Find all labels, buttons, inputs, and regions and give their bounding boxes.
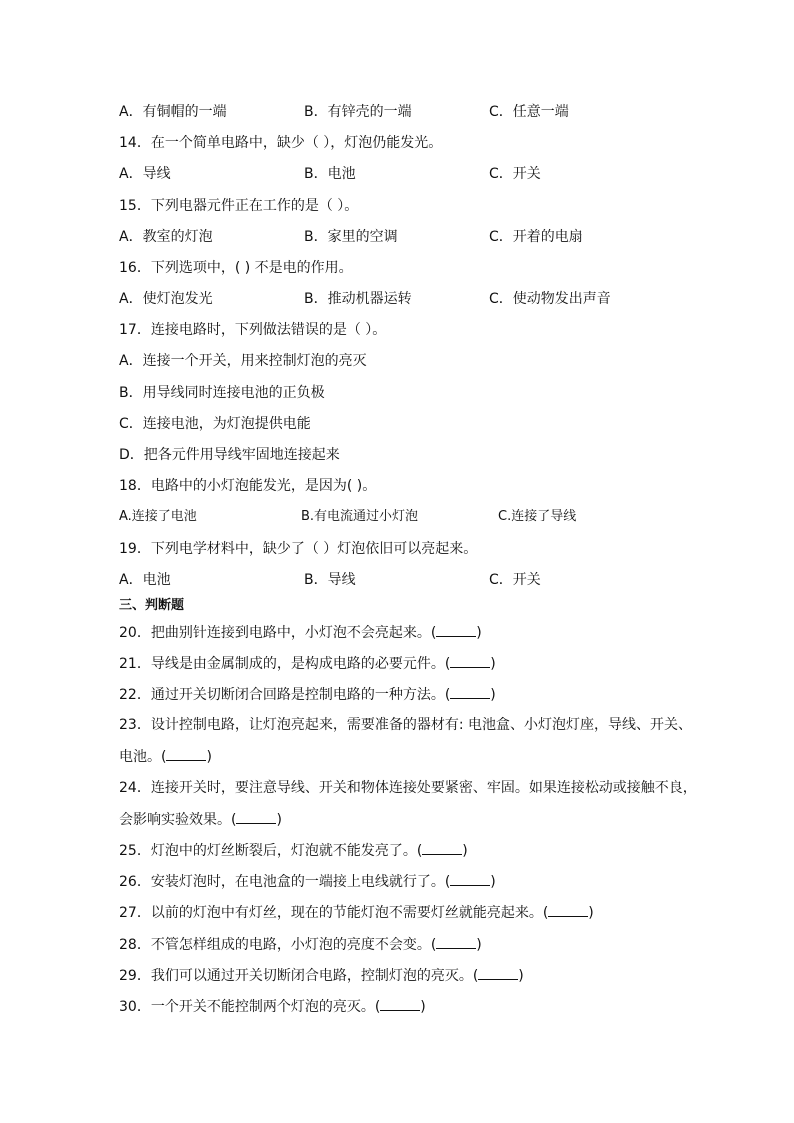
q19-stem: 19．下列电学材料中，缺少了（ ）灯泡依旧可以亮起来。 [119, 541, 478, 557]
judge-item-close: ) [462, 843, 468, 859]
q15-option-c: C．开着的电扇 [489, 229, 583, 245]
judge-item-close: ) [588, 905, 594, 921]
judge-item-text: 30．一个开关不能控制两个灯泡的亮灭。( [119, 999, 381, 1015]
judge-item-text: 23．设计控制电路，让灯泡亮起来，需要准备的器材有: 电池盒、小灯泡灯座，导线、开关、 [119, 717, 692, 733]
judge-item-text: 27．以前的灯泡中有灯丝，现在的节能灯泡不需要灯丝就能亮起来。( [119, 905, 549, 921]
q13-option-b: B．有锌壳的一端 [304, 104, 412, 120]
q15-option-a: A．教室的灯泡 [119, 229, 213, 245]
q17-stem: 17．连接电路时，下列做法错误的是（ ）。 [119, 322, 387, 338]
q18-option-a: A.连接了电池 [119, 509, 197, 524]
q16-option-a: A．使灯泡发光 [119, 291, 213, 307]
answer-blank[interactable] [422, 840, 462, 855]
q19-option-a: A．电池 [119, 572, 171, 588]
q18-option-c: C.连接了导线 [498, 509, 577, 524]
judge-item-close: ) [490, 687, 496, 703]
answer-blank[interactable] [478, 965, 518, 980]
answer-blank[interactable] [436, 622, 476, 637]
judge-item-21 [119, 653, 496, 674]
judge-item-close: ) [276, 812, 282, 828]
q16-option-b: B．推动机器运转 [304, 291, 412, 307]
q16-option-c: C．使动物发出声音 [489, 291, 611, 307]
judge-item-text: 24．连接开关时，要注意导线、开关和物体连接处要紧密、牢固。如果连接松动或接触不良， [119, 780, 697, 796]
judge-item-text: 21．导线是由金属制成的，是构成电路的必要元件。( [119, 656, 451, 672]
judge-item-20 [119, 622, 482, 643]
judge-item-28 [119, 934, 482, 955]
q14-option-a: A．导线 [119, 166, 171, 182]
judge-item-close: ) [476, 937, 482, 953]
judge-item-close: ) [206, 749, 212, 765]
judge-item-22 [119, 684, 496, 705]
judge-item-text: 25．灯泡中的灯丝断裂后，灯泡就不能发亮了。( [119, 843, 423, 859]
q19-option-b: B．导线 [304, 572, 356, 588]
judge-item-26 [119, 871, 496, 892]
answer-blank[interactable] [450, 684, 490, 699]
judge-item-text: 22．通过开关切断闭合回路是控制电路的一种方法。( [119, 687, 451, 703]
q18-option-b: B.有电流通过小灯泡 [301, 509, 419, 524]
judge-item-25 [119, 840, 468, 861]
judge-item-23-cont [119, 746, 212, 767]
judge-item-29 [119, 965, 524, 986]
judge-item-text: 20．把曲别针连接到电路中，小灯泡不会亮起来。( [119, 625, 437, 641]
judge-item-27 [119, 902, 594, 923]
judge-item-text: 26．安装灯泡时，在电池盒的一端接上电线就行了。( [119, 874, 451, 890]
judge-item-text: 29．我们可以通过开关切断闭合电路，控制灯泡的亮灭。( [119, 968, 479, 984]
answer-blank[interactable] [450, 871, 490, 886]
answer-blank[interactable] [236, 809, 276, 824]
q19-option-c: C．开关 [489, 572, 541, 588]
q17-option-c: C．连接电池，为灯泡提供电能 [119, 416, 311, 432]
judge-item-24-cont [119, 809, 282, 830]
q17-option-a: A．连接一个开关，用来控制灯泡的亮灭 [119, 353, 367, 369]
q13-option-c: C．任意一端 [489, 104, 569, 120]
judge-item-text: 28．不管怎样组成的电路，小灯泡的亮度不会变。( [119, 937, 437, 953]
q14-option-c: C．开关 [489, 166, 541, 182]
q15-option-b: B．家里的空调 [304, 229, 398, 245]
judge-item-24 [119, 778, 697, 798]
judge-item-close: ) [476, 625, 482, 641]
answer-blank[interactable] [436, 934, 476, 949]
judge-item-cont: 电池。( [119, 749, 167, 765]
judge-item-close: ) [518, 968, 524, 984]
judge-item-cont: 会影响实验效果。( [119, 812, 237, 828]
answer-blank[interactable] [450, 653, 490, 668]
judge-item-30 [119, 996, 426, 1017]
q17-option-b: B．用导线同时连接电池的正负极 [119, 385, 325, 401]
q14-stem: 14．在一个简单电路中，缺少（ ），灯泡仍能发光。 [119, 135, 443, 151]
q13-option-a: A．有铜帽的一端 [119, 104, 227, 120]
q15-stem: 15．下列电器元件正在工作的是（ ）。 [119, 198, 359, 214]
judge-item-close: ) [490, 874, 496, 890]
q17-option-d: D．把各元件用导线牢固地连接起来 [119, 447, 340, 463]
q18-stem: 18．电路中的小灯泡能发光，是因为( )。 [119, 478, 377, 494]
answer-blank[interactable] [166, 746, 206, 761]
q16-stem: 16．下列选项中，( ) 不是电的作用。 [119, 260, 353, 276]
q14-option-b: B．电池 [304, 166, 356, 182]
answer-blank[interactable] [548, 902, 588, 917]
answer-blank[interactable] [380, 996, 420, 1011]
judge-item-23 [119, 715, 692, 735]
section-title-judge: 三、判断题 [119, 598, 185, 613]
judge-item-close: ) [490, 656, 496, 672]
judge-item-close: ) [420, 999, 426, 1015]
